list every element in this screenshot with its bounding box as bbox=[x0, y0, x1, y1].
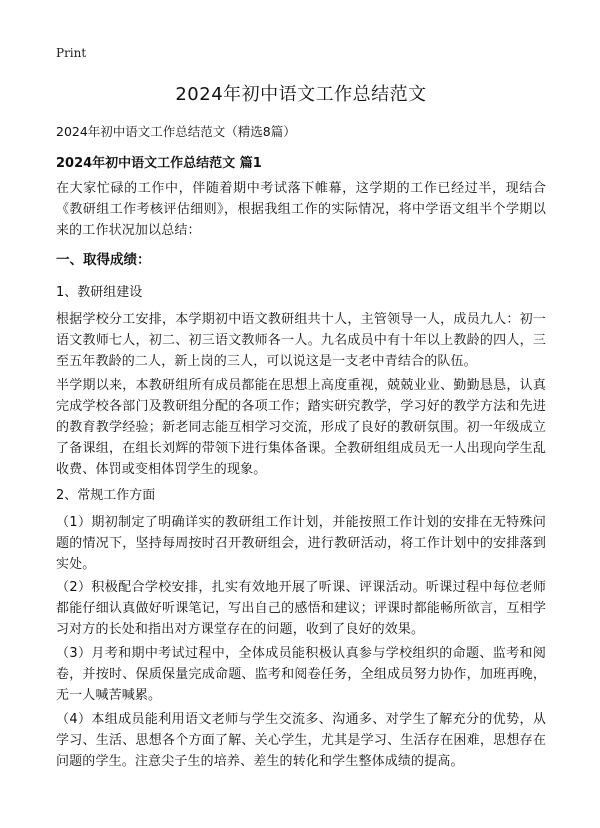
paragraph-group-composition: 根据学校分工安排，本学期初中语文教研组共十人，主管领导一人，成员九人：初一语文教师七人，初二、初三语文教师各一人。九名成员中有十年以上教龄的四人，三至五年教龄的二人，新上岗的三人，可以说这是一支老中青结合的队伍。 bbox=[56, 312, 546, 369]
section-heading-achievements: 一、取得成绩： bbox=[56, 252, 151, 268]
paragraph-group-work: 半学期以来，本教研组所有成员都能在思想上高度重视，兢兢业业、勤勤恳恳，认真完成学校各部门及教研组分配的各项工作；踏实研究教学，学习好的教学方法和先进的教育教学经验；新老同志能互相学习交流，形成了良好的教研氛围。初一年级成立了备课组，在组长刘辉的带领下进行集体备课。全教研组组成员无一人出现向学生乱收费、体罚或变相体罚学生的现象。 bbox=[56, 378, 546, 477]
page-title: 2024年初中语文工作总结范文 bbox=[175, 84, 427, 105]
subsection-heading-group-building: 1、教研组建设 bbox=[56, 285, 143, 300]
paragraph-routine-3: （3）月考和期中考试过程中，全体成员能积极认真参与学校组织的命题、监考和阅卷，并按时、保质保量完成命题、监考和阅卷任务，全组成员努力协作，加班再晚，无一人喊苦喊累。 bbox=[56, 646, 546, 703]
intro-paragraph: 在大家忙碌的工作中，伴随着期中考试落下帷幕，这学期的工作已经过半，现结合《教研组工作考核评估细则》，根据我组工作的实际情况，将中学语文组半个学期以来的工作状况加以总结： bbox=[56, 181, 546, 238]
subsection-heading-routine-work: 2、常规工作方面 bbox=[56, 488, 156, 503]
print-link[interactable]: Print bbox=[56, 46, 87, 60]
paragraph-routine-1: （1）期初制定了明确详实的教研组工作计划，并能按照工作计划的安排在无特殊问题的情况下，坚持每周按时召开教研组会，进行教研活动，将工作计划中的安排落到实处。 bbox=[56, 515, 546, 572]
article-heading: 2024年初中语文工作总结范文 篇1 bbox=[56, 156, 262, 171]
paragraph-routine-4: （4）本组成员能利用语文老师与学生交流多、沟通多、对学生了解充分的优势，从学习、生活、思想各个方面了解、关心学生，尤其是学习、生活存在困难，思想存在问题的学生。注意尖子生的培养、差生的转化和学生整体成绩的提高。 bbox=[56, 712, 546, 769]
paragraph-routine-2: （2）积极配合学校安排，扎实有效地开展了听课、评课活动。听课过程中每位老师都能仔细认真做好听课笔记，写出自己的感悟和建议；评课时都能畅所欲言，互相学习对方的长处和指出对方课堂存在的问题，收到了良好的效果。 bbox=[56, 580, 546, 637]
document-subtitle: 2024年初中语文工作总结范文（精选8篇） bbox=[56, 124, 296, 139]
